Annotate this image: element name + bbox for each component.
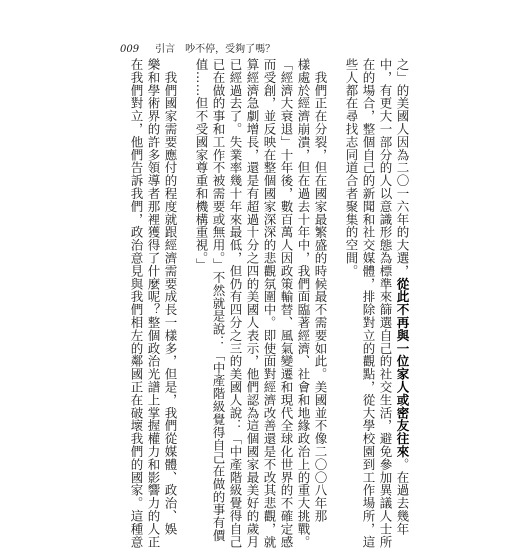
page-number: 009 (120, 44, 140, 55)
text-column: 值……但不受國家尊重和機構重視。」 (194, 58, 209, 272)
text-column: 而受創，並反映在整個國家深深的悲觀氛圍中。即使面對經濟改善還是不改其悲觀，就 (262, 58, 277, 548)
text-column: 在我們對立，他們告訴我們，政治意見與我們相左的鄰國正在破壞我們的國家。這種意 (129, 58, 144, 548)
text-column: 樣處於經濟崩潰，但在過去十年中，我們面臨著經濟、社會和地緣政治上的重大挑戰。 (296, 58, 311, 548)
text-column: 我們正在分裂，但在國家最繁盛的時候最不需要如此。美國並不像二〇〇八年那 (313, 58, 328, 523)
paragraph-gap (180, 58, 192, 430)
text-column: 在的場合，整個自己的新聞和社交媒體，排除對立的觀點，從大學校園到工作場所，這 (361, 58, 376, 548)
text-column: 樂和學術界的許多領導者那裡獲得了什麼呢？整個政治光譜上掌握權力和影響力的人正 (146, 58, 161, 548)
text-column: 已經過去了。失業率幾十年來最低，但仍有四分之三的美國人說：「中產階級覺得自己 (228, 58, 243, 548)
text-column: 已在做的事和工作不被需要或無用。」不然就是說：「中產階級覺得自己在做的事有價 (211, 58, 226, 542)
paragraph-gap (330, 58, 342, 430)
text-column: 些人都在尋找志同道合者聚集的空間。 (344, 58, 359, 278)
text-column: 算經濟急劇增長，還是有超過十分之四的美國人表示，他們認為這個國家最美好的歲月 (245, 58, 260, 548)
running-header (120, 40, 275, 55)
section-label: 引言 (155, 44, 176, 55)
text-column: 之」的美國人因為二〇一六年的大選，從此不再與一位家人或密友往來。在過去幾年 (395, 58, 410, 536)
text-column: 中，有更大一部分的人以意識形態為標準來篩選自己的社交生活，避免參加異議人士所 (378, 58, 393, 548)
vertical-text-body (120, 58, 410, 548)
text-column: 「經濟大衰退」十年後，數百萬人因政策輸替、風氣變遷和現代全球化世界的不確定感 (279, 58, 294, 548)
text-column: 我們國家需要應付的程度就跟經濟需要成長一樣多，但是，我們從媒體、政治、娛 (163, 58, 178, 536)
chapter-title: 吵不停，受夠了嗎？ (185, 44, 276, 55)
